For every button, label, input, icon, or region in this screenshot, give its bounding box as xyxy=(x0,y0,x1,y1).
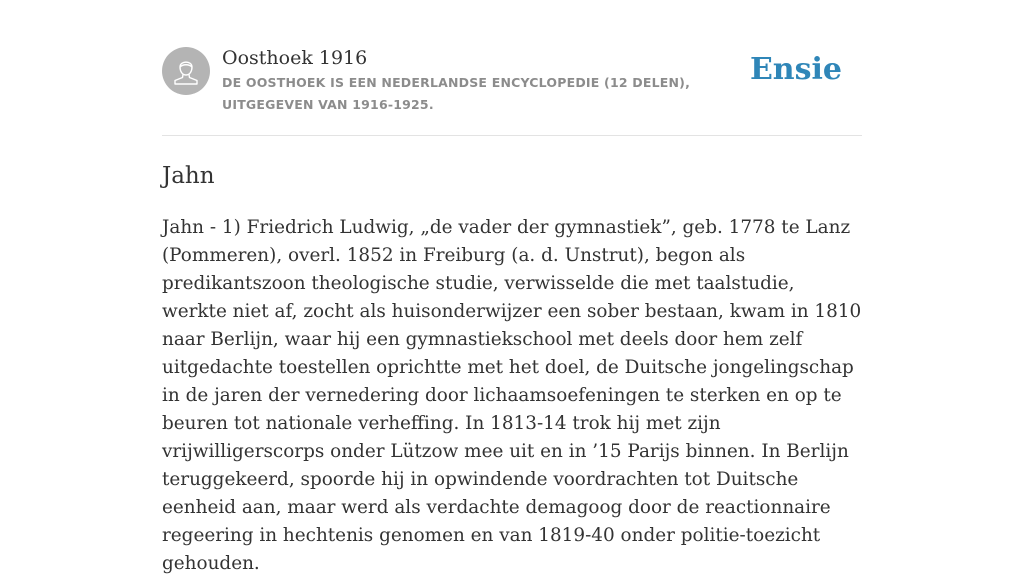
brand-logo[interactable]: Ensie xyxy=(749,52,842,87)
entry-body: Jahn - 1) Friedrich Ludwig, „de vader der gymnastiek”, geb. 1778 te Lanz (Pommeren), overl. 1852 in Freiburg (a. d. Unstrut), begon als predikantszoon theologische studie, verwisselde die met taalstudie, werkte niet af, zocht als huisonderwijzer een sober bestaan, kwam in 1810 naar Berlijn, waar hij een gymnastiekschool met deels door hem zelf uitgedachte toestellen oprichtte met het doel, de Duitsche jongelingschap in de jaren der vernedering door lichaamsoefeningen te sterken en op te beuren tot nationale verheffing. In 1813-14 trok hij met zijn vrijwilligerscorps onder Lützow mee uit en in ’15 Parijs binnen. In Berlijn teruggekeerd, spoorde hij in opwindende voordrachten tot Duitsche eenheid aan, maar werd als verdachte demagoog door de reactionnaire regeering in hechtenis genomen en van 1819-40 onder politie-toezicht gehouden. xyxy=(162,217,862,574)
source-description: DE OOSTHOEK IS EEN NEDERLANDSE ENCYCLOPEDIE (12 DELEN), UITGEGEVEN VAN 1916-1925. xyxy=(222,75,691,112)
page-content xyxy=(162,0,862,578)
source-title[interactable]: Oosthoek 1916 xyxy=(222,47,368,69)
user-silhouette-icon xyxy=(162,47,210,95)
entry-title: Jahn xyxy=(162,163,215,189)
source-avatar[interactable] xyxy=(162,47,210,95)
source-header xyxy=(162,0,862,136)
